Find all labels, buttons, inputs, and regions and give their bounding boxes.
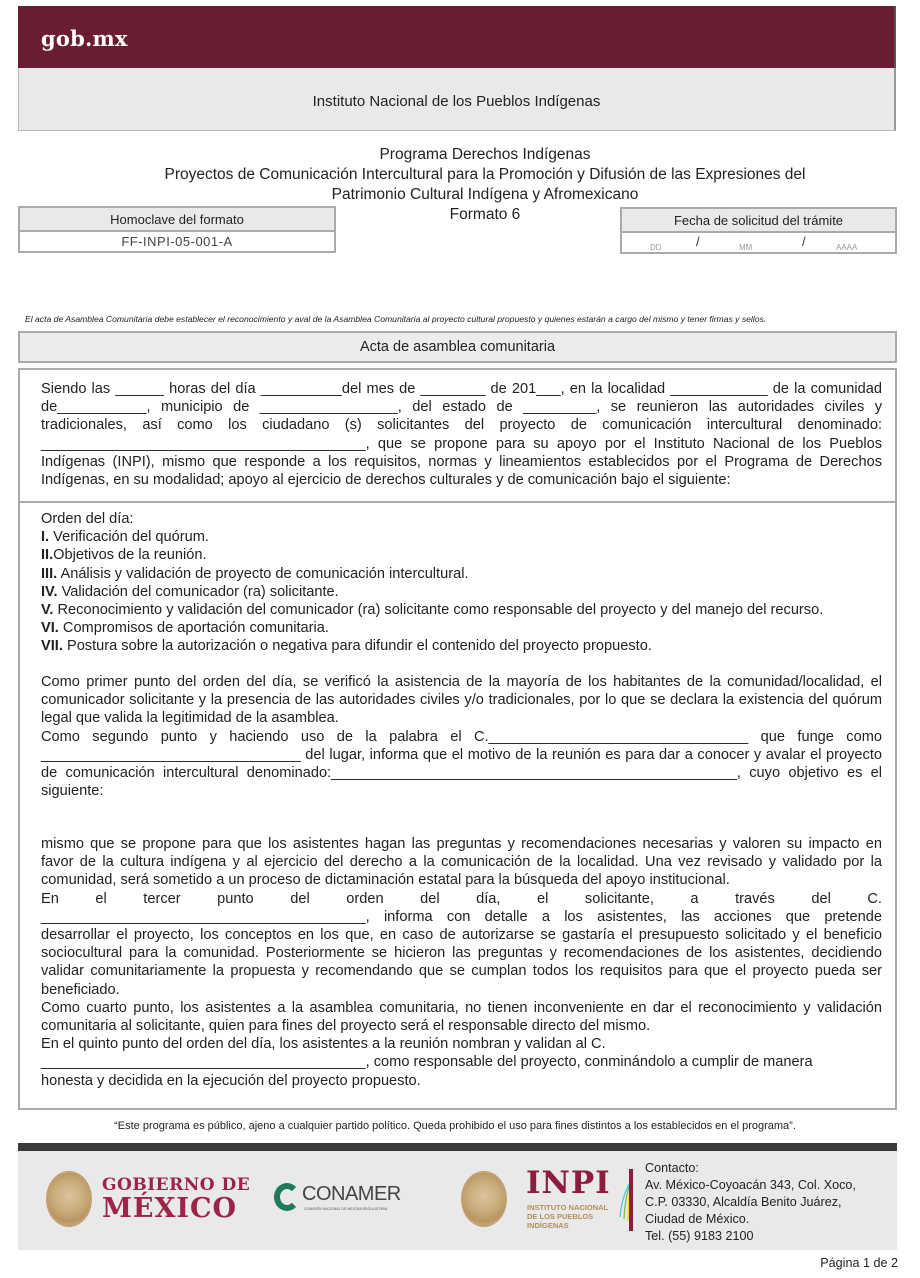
orden-title: Orden del día: <box>41 511 134 527</box>
program-title: Programa Derechos Indígenas <box>379 146 591 163</box>
intro-line: Indígenas, en su modalidad; apoyo al ejercicio de derechos culturales y de comunicación bajo el siguiente: <box>41 472 731 489</box>
body-line: de comunicación intercultural denominado:__________________________________________________, cuyo objetivo es el <box>41 765 882 782</box>
orden-item: V. Reconocimiento y validación del comunicador (ra) solicitante como responsable del proyecto y del manejo del recurso. <box>41 602 824 619</box>
body-line: Como cuarto punto, los asistentes a la asamblea comunitaria, no tienen inconveniente en dar el reconocimiento y validación <box>41 999 882 1016</box>
national-seal-icon <box>461 1171 507 1227</box>
body-line: ________________________________ del lugar, informa que el motivo de la reunión es para dar a conocer y avalar el proyecto <box>41 746 882 763</box>
body-line: sociocultural para la comunidad. Posteriormente se hicieron las preguntas y recomendaciones de los asistentes, decidiendo <box>41 945 882 962</box>
gobierno-de-mexico-logo: GOBIERNO DE MÉXICO <box>102 1175 251 1224</box>
program-subtitle-line1: Proyectos de Comunicación Intercultural para la Promoción y Difusión de las Expresiones del <box>164 166 806 183</box>
body-line: comunidad, será sometido a un proceso de dictaminación estatal para la búsqueda del apoyo institucional. <box>41 872 730 889</box>
acta-body-paragraph-2[interactable] <box>41 835 882 1090</box>
body-line: Como segundo punto y haciendo uso de la palabra el C.________________________________ que funge como <box>41 728 882 745</box>
body-line: ________________________________________, informa con detalle a los asistentes, las acciones que pretende <box>41 908 882 925</box>
body-line: Como primer punto del orden del día, se verificó la asistencia de la mayoría de los habitantes de la comunidad/localidad, el <box>41 674 882 690</box>
orden-item: IV. Validación del comunicador (ra) solicitante. <box>41 583 339 600</box>
contact-info: Contacto: Av. México-Coyoacán 343, Col. Xoco, C.P. 03330, Alcaldía Benito Juárez, Ciudad de México. Tel. (55) 9183 2100 <box>645 1161 856 1243</box>
body-line: favor de la cultura indígena y al ejercicio del derecho a la comunicación de la localidad. Una vez revisado y validado por la <box>41 854 882 871</box>
body-line: En el tercer punto del orden del día, el solicitante, a través del C. <box>41 890 882 907</box>
orden-item: III. Análisis y validación de proyecto de comunicación intercultural. <box>41 565 469 582</box>
footer: GOBIERNO DE MÉXICO CONAMER COMISIÓN NACIONAL DE MEJORA REGULATORIA INPI INSTITUTO NACIONAL DE LOS PUEBLOS INDÍGENAS Contacto: Av. México-Coyoacán 343, Col. Xoco, C.P. 03330, Alcaldía Benito Juárez, Ciudad de México. Tel. (55) 9183 2100 <box>18 1151 897 1250</box>
homoclave-label: Homoclave del formato <box>20 208 334 232</box>
date-separator: / <box>696 234 700 249</box>
fecha-solicitud-box <box>620 207 897 254</box>
body-line: comunitaria al solicitante, quien para fines del proyecto será el responsable directo del mismo. <box>41 1018 651 1035</box>
intro-line: Indígenas (INPI), mismo que responde a los requisitos, normas y lineamientos establecidos por el Programa de Derechos <box>41 453 882 470</box>
body-line: beneficiado. <box>41 981 120 998</box>
conamer-icon <box>274 1183 300 1211</box>
gobmx-banner <box>18 6 896 68</box>
body-line: honesta y decidida en la ejecución del proyecto propuesto. <box>41 1072 421 1089</box>
orden-item: II.Objetivos de la reunión. <box>41 547 207 564</box>
intro-line: Siendo las ______ horas del día __________del mes de ________ de 201___, en la localidad ____________ de la comunidad <box>41 381 882 397</box>
year-field[interactable]: AAAA <box>836 243 858 252</box>
body-line: validar comunitariamente la propuesta y recomendando que se cumplan todos los requisitos para que el proyecto pueda ser <box>41 963 882 980</box>
institute-bar <box>18 68 896 131</box>
intro-line: ________________________________________, que se propone para su apoyo por el Instituto Nacional de los Pueblos <box>41 435 882 452</box>
body-line: comunicador solicitante y la presencia de las autoridades civiles y/o tradicionales, por lo que se declara la existencia del quórum <box>41 692 882 709</box>
fecha-label: Fecha de solicitud del trámite <box>622 209 895 233</box>
inpi-logo: INPI <box>526 1165 611 1201</box>
day-field[interactable]: DD <box>650 243 662 252</box>
acta-section-header: Acta de asamblea comunitaria <box>18 331 897 363</box>
inpi-staff-icon <box>629 1169 633 1231</box>
fecha-input-row[interactable] <box>622 233 895 253</box>
homoclave-value: FF-INPI-05-001-A <box>121 234 233 249</box>
national-seal-icon <box>46 1171 92 1227</box>
body-line: siguiente: <box>41 783 104 800</box>
format-number: Formato 6 <box>449 206 521 223</box>
program-subtitle-line2: Patrimonio Cultural Indígena y Afromexicano <box>331 186 639 203</box>
political-disclaimer: “Este programa es público, ajeno a cualquier partido político. Queda prohibido el uso para fines distintos a los establecidos en el programa”. <box>114 1120 796 1132</box>
month-field[interactable]: MM <box>739 243 753 252</box>
orden-item: VI. Compromisos de aportación comunitaria. <box>41 620 329 637</box>
page-number: Página 1 de 2 <box>820 1256 898 1270</box>
intro-line: tradicionales, así como los ciudadano (s) solicitantes del proyecto de comunicación intercultural denominado: <box>41 417 882 434</box>
homoclave-box <box>18 206 336 253</box>
body-line: ________________________________________, como responsable del proyecto, conminándolo a cumplir de manera <box>41 1054 813 1071</box>
footer-divider <box>18 1143 897 1151</box>
date-separator: / <box>802 234 806 249</box>
instruction-note: El acta de Asamblea Comunitaria debe establecer el reconocimiento y aval de la Asamblea Comunitaria al proyecto cultural propuesto y quienes estarán a cargo del mismo y tener firmas y sellos. <box>25 314 767 324</box>
body-line: mismo que se propone para que los asistentes hagan las preguntas y recomendaciones necesarias y valoren su impacto en <box>41 836 882 852</box>
acta-body-paragraph-1[interactable] <box>41 673 882 800</box>
gobmx-logo[interactable]: gob.mx <box>41 26 128 51</box>
inpi-subtitle: INSTITUTO NACIONAL DE LOS PUEBLOS INDÍGENAS <box>527 1203 609 1230</box>
body-line: desarrollar el proyecto, los conceptos en los que, en caso de autorizarse se gastaría el presupuesto solicitado y el beneficio <box>41 927 882 944</box>
intro-line: de___________, municipio de _________________, del estado de _________, se reunieron las autoridades civiles y <box>41 399 882 416</box>
body-line: En el quinto punto del orden del día, los asistentes a la reunión nombran y validan al C. <box>41 1036 606 1053</box>
acta-intro-paragraph[interactable] <box>41 380 882 489</box>
orden-del-dia <box>41 510 882 656</box>
orden-item: I. Verificación del quórum. <box>41 529 209 546</box>
institute-name: Instituto Nacional de los Pueblos Indígenas <box>312 93 601 110</box>
contact-phone[interactable]: Tel. (55) 9183 2100 <box>645 1229 754 1243</box>
body-line: legal que valida la legitimidad de la asamblea. <box>41 710 339 727</box>
orden-item: VII. Postura sobre la autorización o negativa para difundir el contenido del proyecto propuesto. <box>41 638 652 655</box>
